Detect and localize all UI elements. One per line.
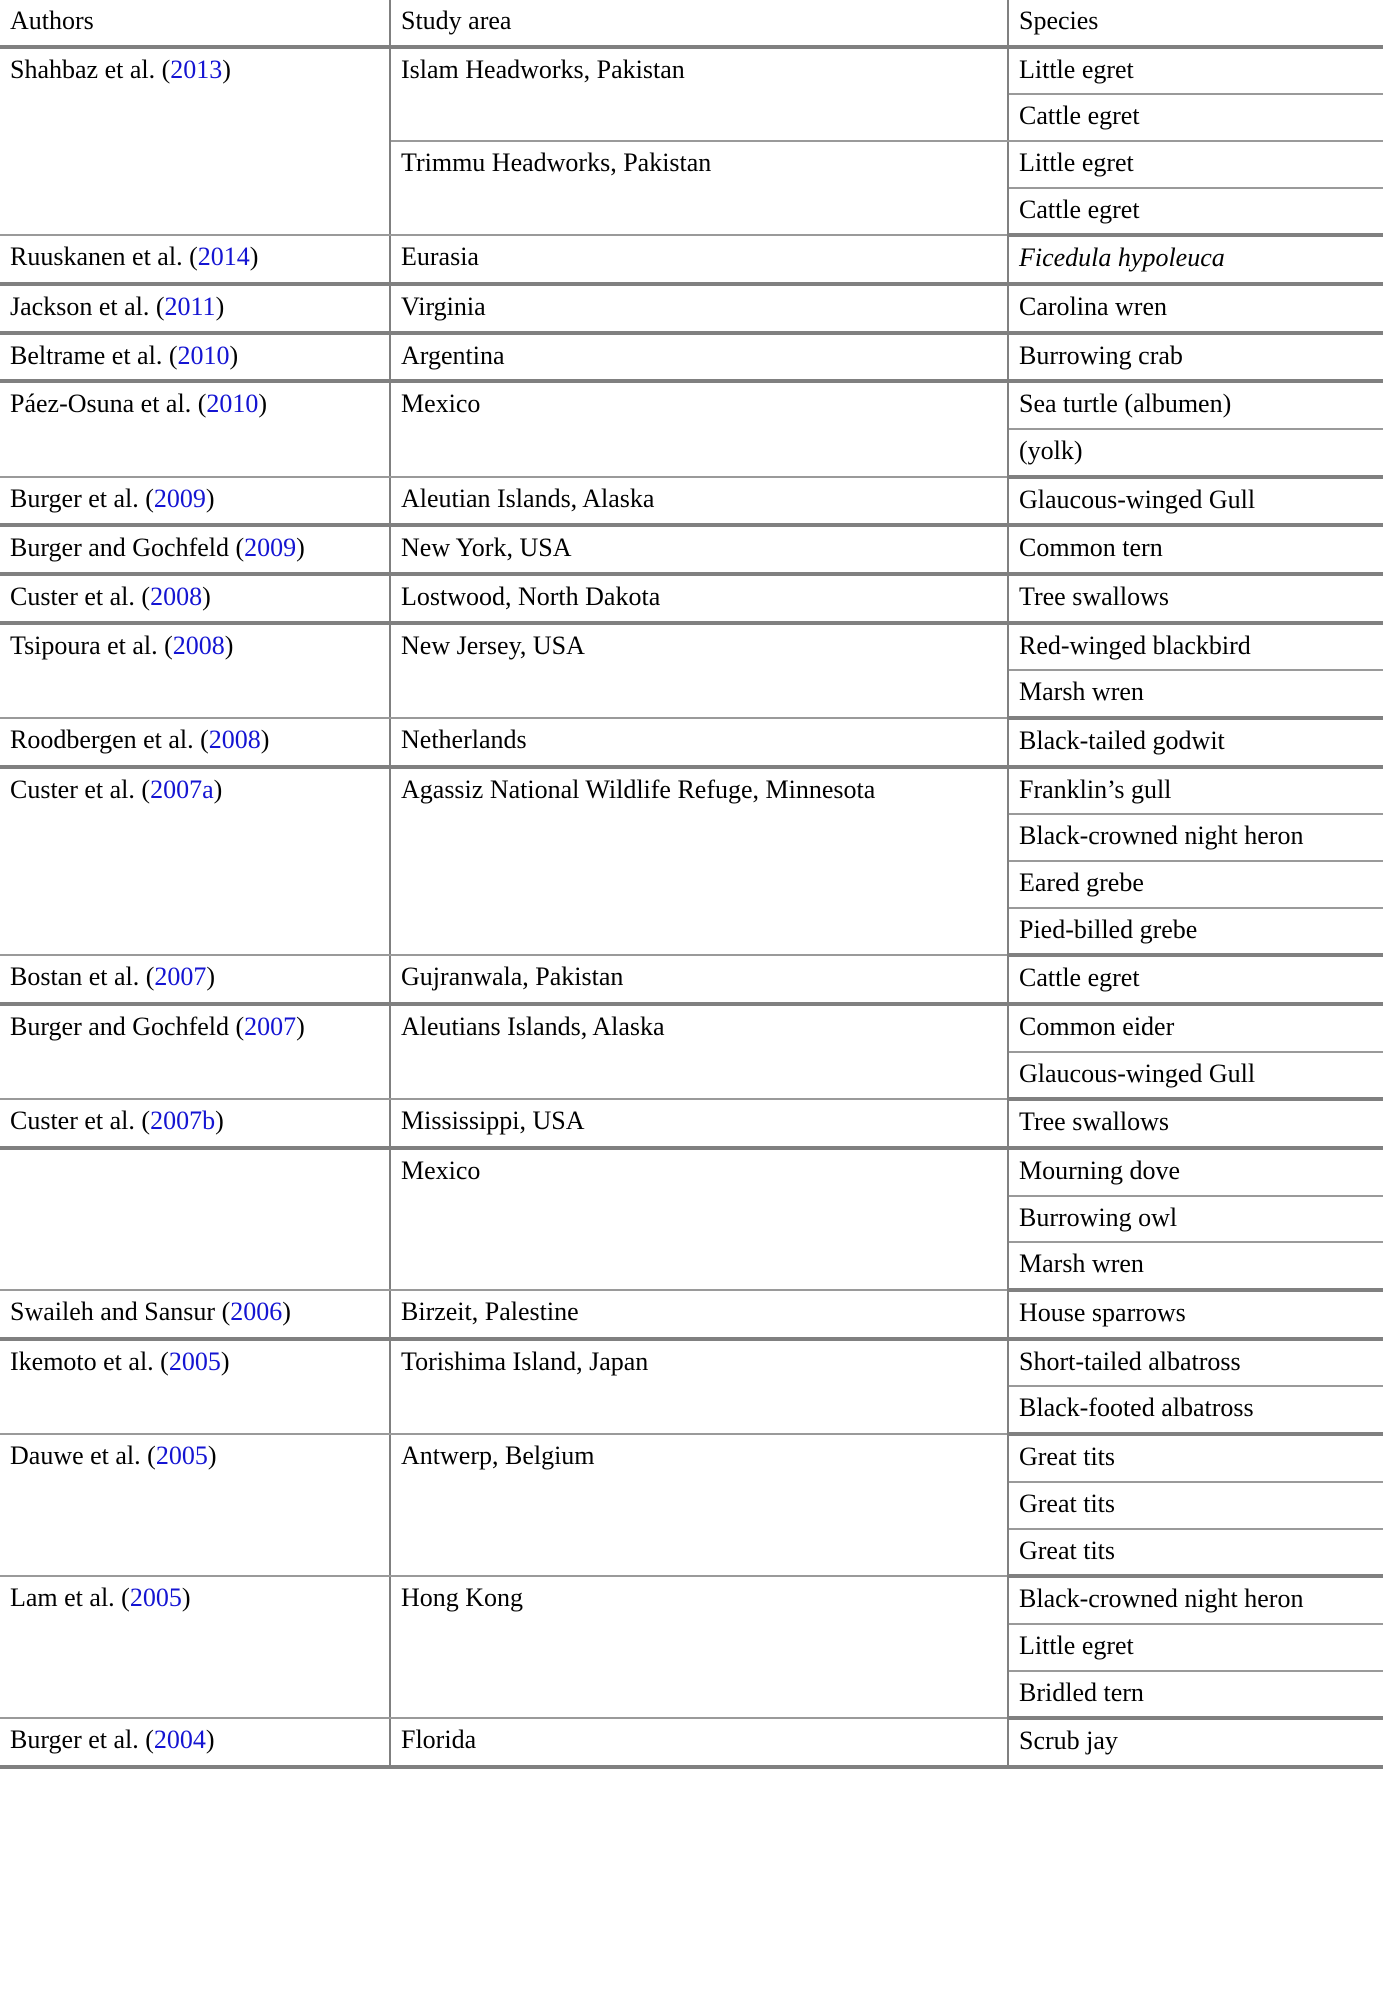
author-paren-close: ) — [202, 582, 211, 612]
cell-authors — [0, 1576, 390, 1718]
cell-study-area: Netherlands — [390, 718, 1008, 767]
author-name: Jackson et al. ( — [10, 292, 165, 322]
cell-species: Cattle egret — [1008, 955, 1383, 1004]
cell-study-area: Florida — [390, 1718, 1008, 1767]
cell-authors — [0, 623, 390, 718]
cell-species: Glaucous-winged Gull — [1008, 477, 1383, 526]
author-name: Burger et al. ( — [10, 1725, 154, 1755]
author-name: Burger et al. ( — [10, 483, 154, 513]
author-name: Swaileh and Sansur ( — [10, 1297, 231, 1327]
author-paren-close: ) — [224, 630, 234, 660]
cell-species: Tree swallows — [1008, 574, 1383, 623]
cell-species — [1008, 235, 1383, 284]
author-paren-close: ) — [258, 389, 268, 419]
cell-species: Little egret — [1008, 1624, 1383, 1671]
cell-study-area: Antwerp, Belgium — [390, 1434, 1008, 1576]
author-name: Roodbergen et al. ( — [10, 725, 209, 755]
table-row — [0, 1290, 1383, 1339]
cell-species: Marsh wren — [1008, 670, 1383, 718]
cell-species: Black-footed albatross — [1008, 1386, 1383, 1434]
citation-year-link[interactable]: 2005 — [129, 1583, 182, 1613]
cell-study-area: Hong Kong — [390, 1576, 1008, 1718]
cell-species: Great tits — [1008, 1482, 1383, 1529]
author-paren-close: ) — [260, 725, 270, 755]
citation-year-link[interactable]: 2008 — [208, 725, 261, 755]
author-name: Ruuskanen et al. ( — [10, 242, 198, 272]
author-paren-close: ) — [207, 1441, 217, 1471]
author-paren-close: ) — [220, 1346, 230, 1376]
cell-authors — [0, 284, 390, 333]
author-name: Beltrame et al. ( — [10, 340, 178, 370]
cell-species: Sea turtle (albumen) — [1008, 381, 1383, 429]
author-name: Tsipoura et al. ( — [10, 630, 173, 660]
table-row — [0, 767, 1383, 815]
citation-year-link[interactable]: 2007 — [154, 962, 207, 992]
citation-year-link[interactable]: 2013 — [170, 54, 223, 84]
cell-species: Red-winged blackbird — [1008, 623, 1383, 671]
cell-study-area: Gujranwala, Pakistan — [390, 955, 1008, 1004]
author-paren-close: ) — [222, 54, 231, 84]
citation-year-link[interactable]: 2004 — [153, 1725, 206, 1755]
cell-species: (yolk) — [1008, 429, 1383, 477]
cell-species: Scrub jay — [1008, 1718, 1383, 1767]
author-paren-close: ) — [215, 292, 225, 322]
column-header-authors: Authors — [0, 0, 390, 47]
table-header — [0, 0, 1383, 47]
table-row — [0, 718, 1383, 767]
cell-study-area: Aleutian Islands, Alaska — [390, 477, 1008, 526]
cell-authors — [0, 525, 390, 574]
table-row — [0, 381, 1383, 429]
cell-study-area: Argentina — [390, 333, 1008, 382]
cell-authors — [0, 1099, 390, 1148]
cell-authors — [0, 767, 390, 956]
column-header-species: Species — [1008, 0, 1383, 47]
cell-species: Common tern — [1008, 525, 1383, 574]
cell-species: Cattle egret — [1008, 188, 1383, 236]
author-paren-close: ) — [205, 1725, 215, 1755]
cell-species: Little egret — [1008, 141, 1383, 188]
cell-study-area: Mexico — [390, 1148, 1008, 1290]
citation-year-link[interactable]: 2007b — [150, 1106, 216, 1136]
cell-species: Bridled tern — [1008, 1671, 1383, 1719]
author-name: Custer et al. ( — [10, 1106, 151, 1136]
table-row — [0, 333, 1383, 382]
cell-species: Black-crowned night heron — [1008, 814, 1383, 861]
cell-study-area: Aleutians Islands, Alaska — [390, 1004, 1008, 1099]
author-name: Páez-Osuna et al. ( — [10, 389, 207, 419]
cell-authors — [0, 955, 390, 1004]
cell-authors — [0, 1339, 390, 1434]
cell-species: Carolina wren — [1008, 284, 1383, 333]
citation-year-link[interactable]: 2009 — [244, 533, 297, 563]
table-row — [0, 284, 1383, 333]
cell-authors — [0, 381, 390, 476]
cell-authors — [0, 1004, 390, 1099]
table-row — [0, 1576, 1383, 1624]
citation-year-link[interactable]: 2005 — [155, 1441, 208, 1471]
cell-species: Burrowing owl — [1008, 1196, 1383, 1243]
citation-year-link[interactable]: 2014 — [197, 242, 250, 272]
cell-species: Franklin’s gull — [1008, 767, 1383, 815]
table-row — [0, 1099, 1383, 1148]
cell-study-area: Mississippi, USA — [390, 1099, 1008, 1148]
cell-authors-empty — [10, 1156, 17, 1185]
species-scientific-name: Ficedula hypoleuca — [1019, 243, 1225, 273]
cell-species: Eared grebe — [1008, 861, 1383, 908]
cell-species: Cattle egret — [1008, 94, 1383, 141]
cell-species: Great tits — [1008, 1529, 1383, 1577]
cell-species: Pied-billed grebe — [1008, 908, 1383, 956]
citation-year-link[interactable]: 2006 — [230, 1297, 283, 1327]
cell-species: Great tits — [1008, 1434, 1383, 1482]
table-row — [0, 1339, 1383, 1387]
table-row — [0, 1434, 1383, 1482]
citation-year-link[interactable]: 2009 — [153, 483, 206, 513]
citation-year-link[interactable]: 2010 — [177, 340, 230, 370]
author-name: Custer et al. ( — [10, 774, 151, 804]
cell-study-area: Mexico — [390, 381, 1008, 476]
cell-authors — [0, 333, 390, 382]
cell-authors — [0, 1148, 390, 1290]
cell-authors — [0, 47, 390, 236]
author-paren-close: ) — [215, 1106, 224, 1136]
cell-species: Burrowing crab — [1008, 333, 1383, 382]
cell-study-area: New Jersey, USA — [390, 623, 1008, 718]
citation-year-link[interactable]: 2007 — [244, 1012, 297, 1042]
author-name: Ikemoto et al. ( — [10, 1346, 169, 1376]
author-name: Custer et al. ( — [10, 582, 151, 612]
author-paren-close: ) — [206, 962, 216, 992]
citation-year-link[interactable]: 2005 — [168, 1346, 221, 1376]
author-name: Burger and Gochfeld ( — [10, 533, 245, 563]
cell-species: House sparrows — [1008, 1290, 1383, 1339]
cell-authors — [0, 718, 390, 767]
cell-species: Marsh wren — [1008, 1242, 1383, 1290]
table-row — [0, 525, 1383, 574]
table-row — [0, 623, 1383, 671]
author-paren-close: ) — [296, 1012, 305, 1042]
author-paren-close: ) — [213, 774, 223, 804]
cell-species: Mourning dove — [1008, 1148, 1383, 1196]
table-row — [0, 47, 1383, 95]
table-row — [0, 955, 1383, 1004]
author-paren-close: ) — [282, 1297, 291, 1327]
cell-species: Common eider — [1008, 1004, 1383, 1052]
cell-species: Little egret — [1008, 47, 1383, 95]
cell-species: Tree swallows — [1008, 1099, 1383, 1148]
cell-authors — [0, 1290, 390, 1339]
cell-study-area: Torishima Island, Japan — [390, 1339, 1008, 1434]
cell-authors — [0, 477, 390, 526]
table-row — [0, 1718, 1383, 1767]
cell-study-area: Trimmu Headworks, Pakistan — [390, 141, 1008, 235]
table-row — [0, 235, 1383, 284]
author-paren-close: ) — [181, 1583, 191, 1613]
citation-year-link[interactable]: 2007a — [150, 774, 214, 804]
cell-study-area: New York, USA — [390, 525, 1008, 574]
cell-study-area: Lostwood, North Dakota — [390, 574, 1008, 623]
cell-species: Glaucous-winged Gull — [1008, 1052, 1383, 1100]
author-name: Burger and Gochfeld ( — [10, 1012, 245, 1042]
author-name: Lam et al. ( — [10, 1583, 130, 1613]
cell-study-area: Agassiz National Wildlife Refuge, Minnesota — [390, 767, 1008, 956]
cell-study-area: Birzeit, Palestine — [390, 1290, 1008, 1339]
citation-year-link[interactable]: 2008 — [150, 582, 203, 612]
cell-study-area: Islam Headworks, Pakistan — [390, 47, 1008, 141]
cell-study-area: Virginia — [390, 284, 1008, 333]
cell-authors — [0, 1718, 390, 1767]
citation-year-link[interactable]: 2011 — [164, 292, 216, 322]
table-body — [0, 47, 1383, 1767]
author-name: Dauwe et al. ( — [10, 1441, 156, 1471]
table-row — [0, 1004, 1383, 1052]
cell-authors — [0, 574, 390, 623]
author-paren-close: ) — [229, 340, 239, 370]
table-row — [0, 574, 1383, 623]
author-paren-close: ) — [249, 242, 259, 272]
cell-study-area: Eurasia — [390, 235, 1008, 284]
cell-species: Short-tailed albatross — [1008, 1339, 1383, 1387]
citation-year-link[interactable]: 2008 — [172, 630, 225, 660]
column-header-study-area: Study area — [390, 0, 1008, 47]
author-paren-close: ) — [205, 483, 215, 513]
author-paren-close: ) — [296, 533, 305, 563]
citation-year-link[interactable]: 2010 — [206, 389, 259, 419]
cell-species: Black-crowned night heron — [1008, 1576, 1383, 1624]
author-name: Shahbaz et al. ( — [10, 54, 171, 84]
cell-authors — [0, 235, 390, 284]
author-name: Bostan et al. ( — [10, 962, 155, 992]
header-row — [0, 0, 1383, 47]
table-row — [0, 1148, 1383, 1196]
table-row — [0, 477, 1383, 526]
cell-authors — [0, 1434, 390, 1576]
cell-species: Black-tailed godwit — [1008, 718, 1383, 767]
